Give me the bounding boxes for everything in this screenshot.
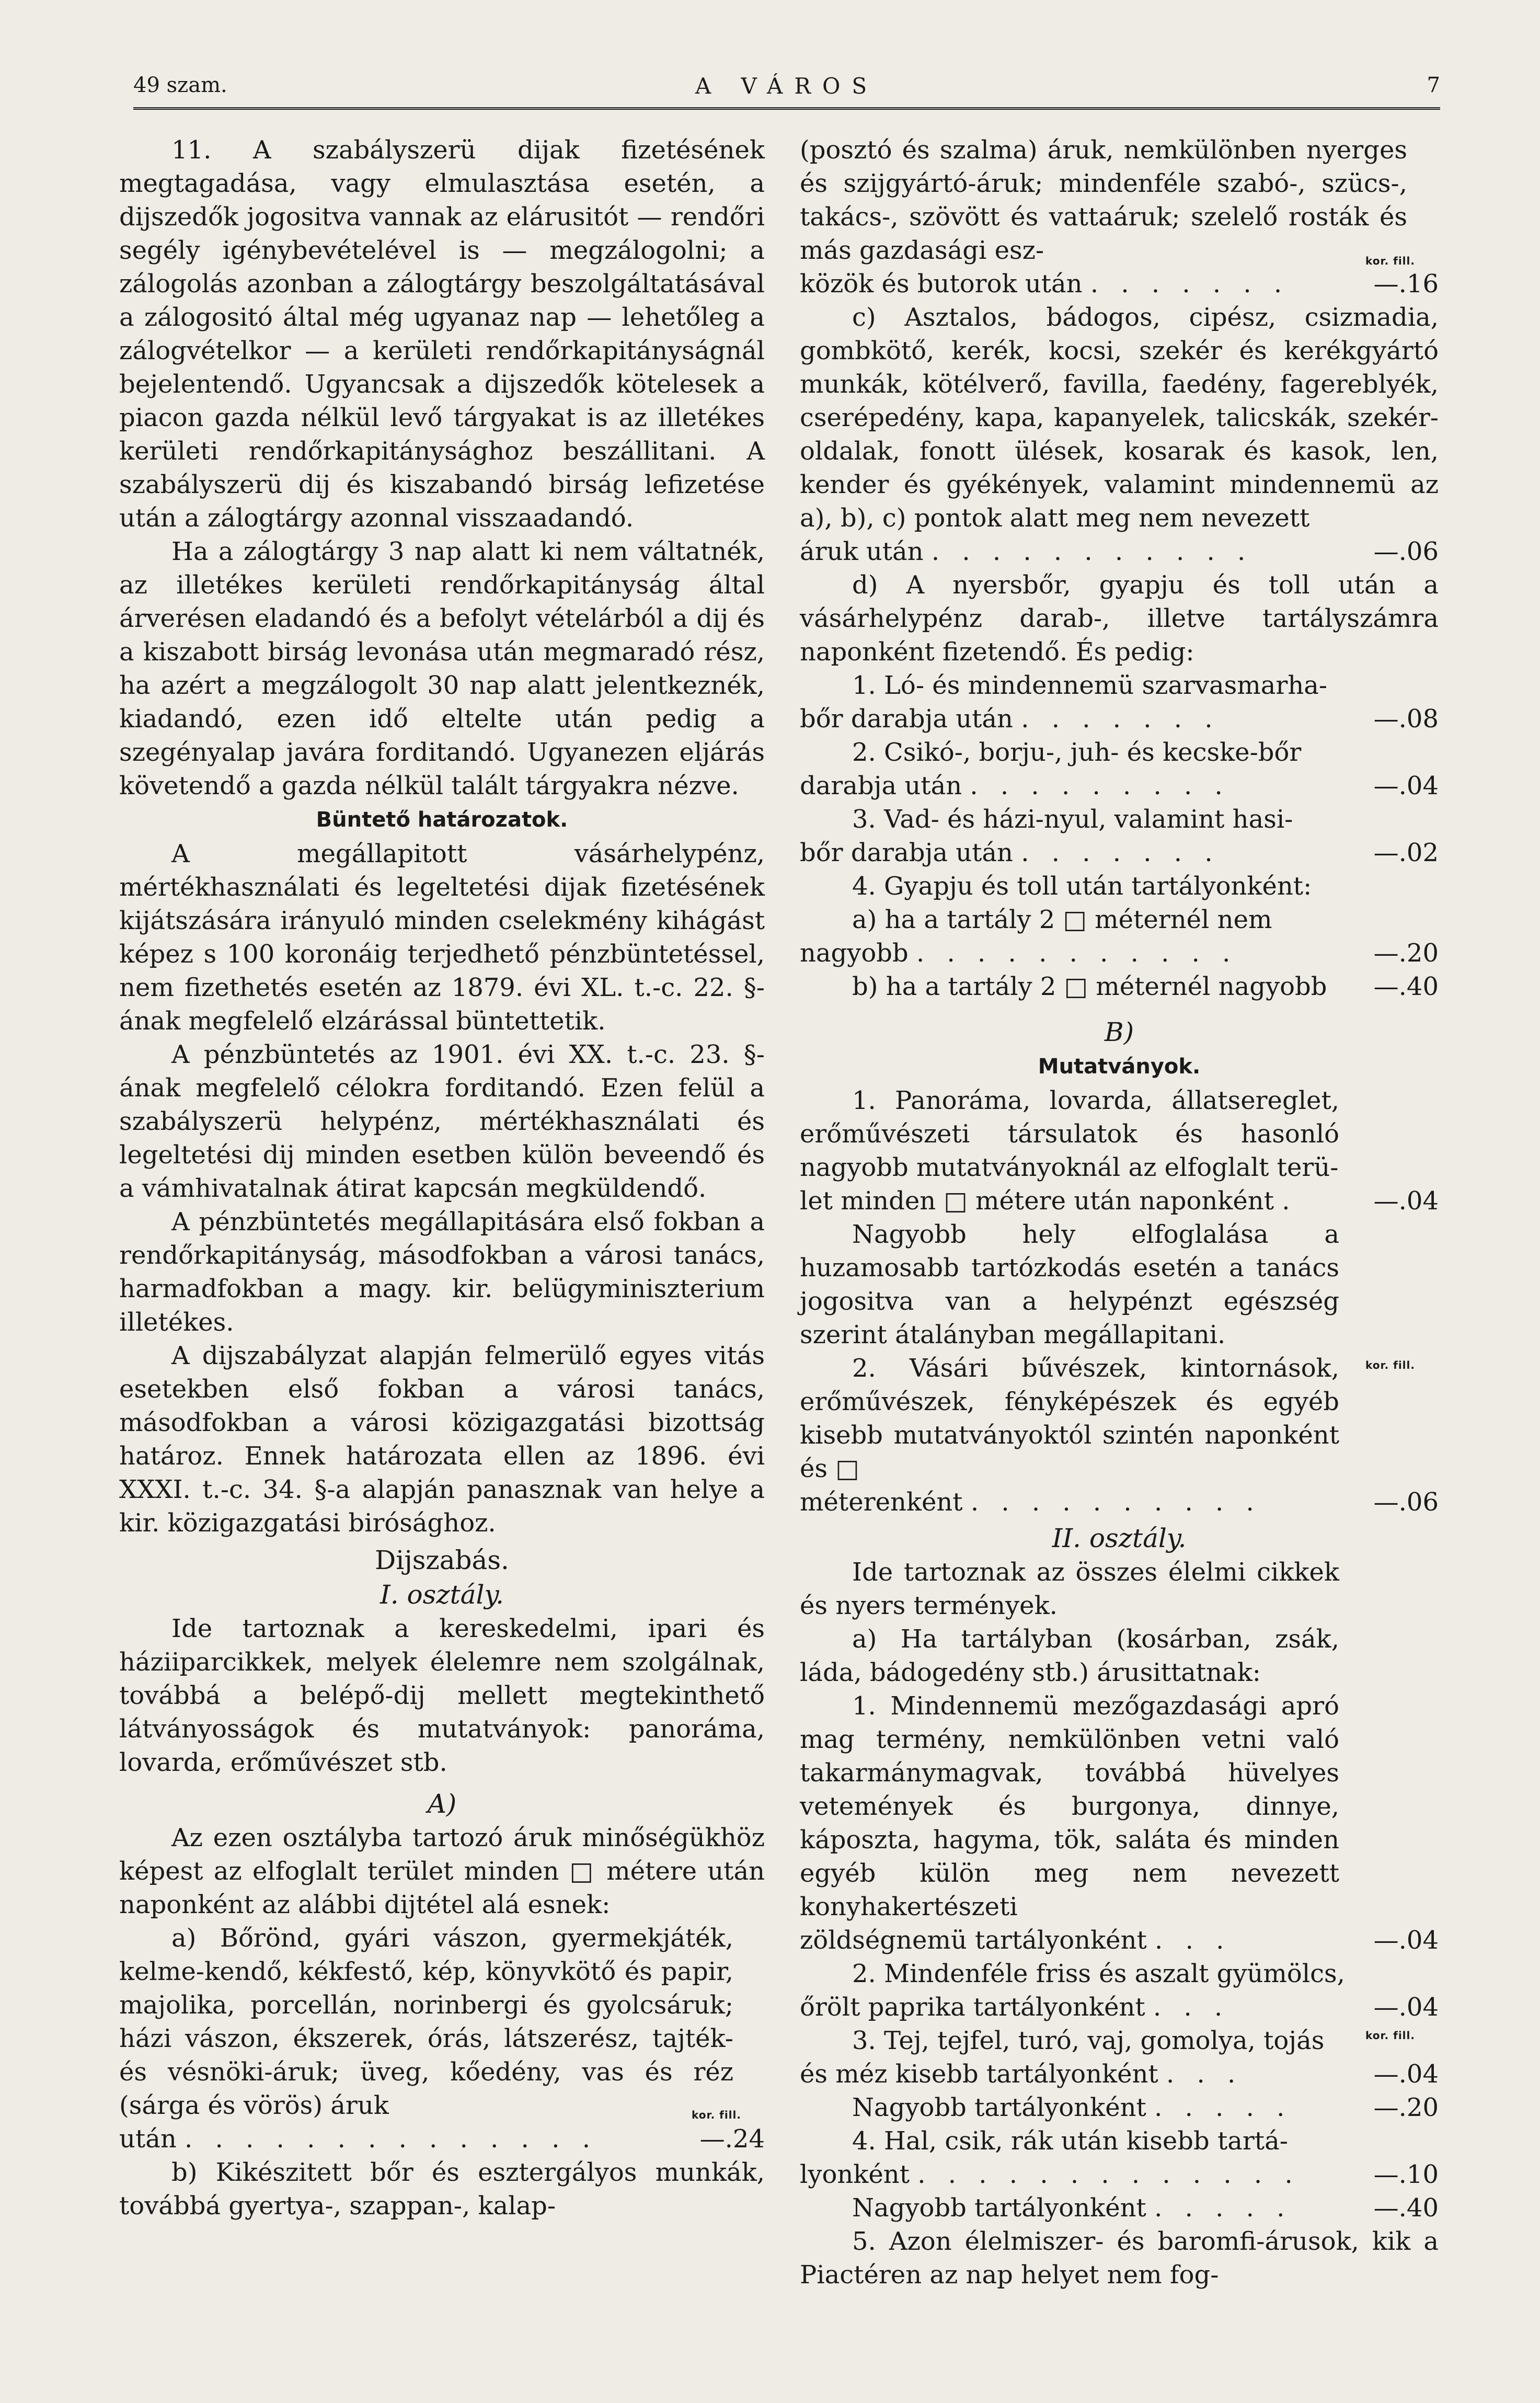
paragraph: a) Ha tartályban (kosárban, zsák, láda, bádogedény stb.) árusittatnak: [800,1624,1339,1687]
section-heading: Mutatványok. [1038,1055,1201,1079]
section-heading: Dijszabás. [375,1545,509,1575]
tariff-item: d) A nyersbőr, gyapju és toll után a vásárhelypénz darab-, illetve tartályszámra naponként fizetendő. És pedig: [800,570,1439,667]
tariff-row [800,769,1439,803]
tariff-item: 2. Vásári bűvészek, kintornások, erőművészek, fényképészek és egyéb kisebb mutatványoktól szintén naponként és □ [800,1354,1339,1483]
tariff-row [800,535,1439,568]
issue-number: 49 szam. [133,73,227,97]
leader-dots: . . . . . . . [1090,269,1290,299]
tariff-row-label: let minden □ métere után naponként [800,1186,1274,1216]
price: —.16 [1373,269,1439,299]
price: —.10 [1373,2160,1439,2189]
tariff-item: 1. Panoráma, lovarda, állatsereglet, erőművészeti társulatok és hasonló nagyobb mutatványoknál az elfoglalt terü- [800,1086,1339,1182]
tariff-item: (posztó és szalma) áruk, nemkülönben nyerges és szijgyártó-áruk; mindenféle szabó-, szücs-, takács-, szövött és vattaáruk; szelelő rosták és más gazdasági esz- [800,135,1407,265]
unit-label: kor. fill. [1365,2029,1415,2042]
tariff-row-label: áruk után [800,537,924,566]
price: —.04 [1373,2059,1439,2089]
paragraph: A dijszabályzat alapján felmerülő egyes vitás esetekben első fokban a városi tanács, másodfokban a városi közigazgatási bizottság határoz. Ennek határozata ellen az 1896. évi XXXI. t.-c. 34. §-a alapján panasznak van helye a kir. közigazgatási birósághoz. [119,1341,765,1538]
tariff-row-label: után [119,2124,177,2154]
leader-dots: . . . . . . . [1021,704,1220,734]
paragraph: Az ezen osztályba tartozó áruk minőségükhöz képest az elfoglalt terület minden □ métere után naponként az alábbi dijtétel alá esnek: [119,1823,765,1919]
price: —.24 [699,2124,765,2154]
tariff-item: 3. Tej, tejfel, turó, vaj, gomolya, tojás [852,2026,1325,2055]
paragraph: Ide tartoznak a kereskedelmi, ipari és háziiparcikkek, melyek élelemre nem szolgálnak, továbbá a belépő-dij mellett megtekinthető látványosságok és mutatványok: panoráma, lovarda, erőművészet stb. [119,1614,765,1777]
tariff-item: a) ha a tartály 2 □ méternél nem [852,905,1272,934]
tariff-row [800,936,1439,970]
price: —.02 [1373,838,1439,867]
subsection-heading: A) [427,1789,457,1819]
leader-dots: . . . . . [1154,2193,1292,2223]
price: —.04 [1373,1926,1439,1955]
tariff-row [800,970,1439,1003]
tariff-block [800,1352,1439,1485]
price: —.40 [1373,972,1439,1001]
journal-title: A VÁROS [695,73,879,99]
paragraph: Ha a zálogtárgy 3 nap alatt ki nem váltatnék, az illetékes kerületi rendőrkapitányság által árverésen eladandó és a befolyt vételárból a dij és a kiszabott birság levonása után megmaradó rész, ha azért a megzálogolt 30 nap alatt jelentkeznék, kiadandó, ezen idő eltelte után pedig a szegényalap javára forditandó. Ugyanezen eljárás követendő a gazda nélkül talált tárgyakra nézve. [119,537,765,800]
tariff-row [800,1485,1439,1519]
tariff-row [800,1990,1439,2024]
tariff-row [800,2057,1439,2091]
tariff-item: b) Kikészitett bőr és esztergályos munkák, továbbá gyertya-, szappan-, kalap- [119,2158,765,2221]
leader-dots: . . . [1153,1993,1230,2022]
subsection-heading: B) [1104,1017,1134,1047]
tariff-item: a) Bőrönd, gyári vászon, gyermekjáték, kelme-kendő, kékfestő, kép, könyvkötő és papir, majolika, porcellán, norinbergi és gyolcsáruk; házi vászon, ékszerek, órás, látszerész, tajték- és vésnöki-áruk; üveg, kőedény, vas és réz (sárga és vörös) áruk [119,1924,733,2120]
right-column [800,133,1439,2292]
price: —.06 [1373,537,1439,566]
leader-dots: . . . . . [1154,2093,1292,2122]
tariff-block [800,2024,1439,2057]
leader-dots: . . . [1155,1926,1232,1955]
tariff-item: 5. Azon élelmiszer- és baromfi-árusok, kik a Piactéren az nap helyet nem fog- [800,2227,1439,2290]
price: —.20 [1373,939,1439,968]
price: —.04 [1373,1993,1439,2022]
tariff-row [800,2158,1439,2191]
header-rule [133,107,1440,110]
tariff-row-label: zöldségnemü tartályonként [800,1926,1147,1955]
price: —.08 [1373,704,1439,734]
tariff-note: Nagyobb hely elfoglalása a huzamosabb tartózkodás esetén a tanács jogositva van a helypénzt egészség szerint átalányban megállapitani. [800,1220,1339,1349]
leader-dots: . . . . . . . . . . . [916,939,1238,968]
tariff-row-label: méterenként [800,1487,963,1517]
leader-dots: . . . . . . . . . . [970,1487,1261,1517]
tariff-row-label: nagyobb [800,939,909,968]
page-number: 7 [1427,73,1440,97]
tariff-item: 1. Ló- és mindennemü szarvasmarha- [852,671,1328,700]
paragraph: A megállapitott vásárhelypénz, mértékhasználati és legeltetési dijak fizetésének kijátszására irányuló minden cselekmény kihágást képez s 100 koronáig terjedhető pénzbüntetéssel, nem fizethetés esetén az 1879. évi XL. t.-c. 22. §-ának megfelelő elzárással büntettetik. [119,839,765,1036]
paragraph: Ide tartoznak az összes élelmi cikkek és nyers termények. [800,1558,1339,1620]
tariff-row-label: közök és butorok után [800,269,1083,299]
class-heading: II. osztály. [1052,1523,1187,1553]
tariff-item: 4. Hal, csik, rák után kisebb tartá- [852,2126,1288,2156]
leader-dots: . . . . . . . . . . . [931,537,1253,566]
leader-dots: . . . . . . . . . [970,771,1230,800]
price: —.04 [1373,771,1439,800]
leader-dots: . . . . . . . [1021,838,1220,867]
leader-dots: . . . [1166,2059,1243,2089]
leader-dots: . [1282,1186,1297,1216]
price: —.20 [1373,2093,1439,2122]
tariff-row [800,2191,1439,2225]
tariff-row-label: lyonként [800,2160,910,2189]
leader-dots: . . . . . . . . . . . . . . [185,2124,597,2154]
tariff-row [800,255,1439,301]
tariff-row-label: darabja után [800,771,962,800]
unit-label: kor. fill. [692,2109,741,2121]
tariff-row [119,2109,765,2156]
paragraph: A pénzbüntetés megállapitására első fokban a rendőrkapitányság, másodfokban a városi tanács, harmadfokban a magy. kir. belügyminiszterium illetékes. [119,1207,765,1337]
paragraph: 11. A szabályszerü dijak fizetésének megtagadása, vagy elmulasztása esetén, a dijszedők jogositva vannak az elárusitót — rendőri segély igénybevételével is — megzálogolni; a zálogolás azonban a zálogtárgy beszolgáltatásával a zálogositó által még ugyanaz nap — lehetőleg a zálogvételkor — a kerületi rendőrkapitányságnál bejelentendő. Ugyancsak a dijszedők kötelesek a piacon gazda nélkül levő tárgyakat is az illetékes kerületi rendőrkapitánysághoz beszállitani. A szabályszerü dij és kiszabandó birság lefizetése után a zálogtárgy azonnal visszaadandó. [119,135,765,533]
tariff-item: 2. Csikó-, borju-, juh- és kecske-bőr [852,738,1302,767]
tariff-item: 1. Mindennemü mezőgazdasági apró mag termény, nemkülönben vetni való takarmánymagvak, továbbá hüvelyes vetemények és burgonya, dinnye, káposzta, hagyma, tök, saláta és minden egyéb külön meg nem nevezett konyhakertészeti [800,1691,1339,1921]
price: —.04 [1373,1186,1439,1216]
tariff-row-label: és méz kisebb tartályonként [800,2059,1158,2089]
tariff-row [800,1924,1439,1957]
tariff-row [800,702,1439,736]
section-heading: Büntető határozatok. [316,808,568,832]
unit-label: kor. fill. [1365,255,1415,267]
leader-dots: . . . . . . . . . . . . . [917,2160,1300,2189]
tariff-row-label: őrölt paprika tartályonként [800,1993,1145,2022]
tariff-row-label: Nagyobb tartályonként [852,2093,1146,2122]
tariff-row-label: bőr darabja után [800,838,1013,867]
price: —.40 [1373,2193,1439,2223]
price: —.06 [1373,1487,1439,1517]
tariff-item: 2. Mindenféle friss és aszalt gyümölcs, [852,1959,1345,1988]
tariff-row-label: Nagyobb tartályonként [852,2193,1146,2223]
class-heading: I. osztály. [380,1580,504,1610]
tariff-item: c) Asztalos, bádogos, cipész, csizmadia, gombkötő, kerék, kocsi, szekér és kerékgyártó munkák, kötélverő, favilla, faedény, fagereblyék, cserépedény, kapa, kapanyelek, talicskák, szekér-oldalak, fonott ülések, kosarak és kasok, len, kender és gyékények, valamint mindennemü az a), b), c) pontok alatt meg nem nevezett [800,303,1439,533]
unit-label: kor. fill. [1365,1359,1415,1371]
tariff-item: 3. Vad- és házi-nyul, valamint hasi- [852,805,1293,834]
tariff-row-label: b) ha a tartály 2 □ méternél nagyobb [852,972,1327,1001]
left-column [119,133,765,2223]
paragraph: A pénzbüntetés az 1901. évi XX. t.-c. 23. §-ának megfelelő célokra forditandó. Ezen felül a szabályszerü helypénz, mértékhasználati és legeltetési dij minden esetben külön beveendő és a vámhivatalnak átirat kapcsán megküldendő. [119,1040,765,1203]
tariff-row [800,1184,1439,1218]
page-header [133,73,1440,110]
tariff-row [800,836,1439,869]
tariff-item: 4. Gyapju és toll után tartályonként: [852,872,1312,901]
tariff-row-label: bőr darabja után [800,704,1013,734]
tariff-row [800,2091,1439,2124]
